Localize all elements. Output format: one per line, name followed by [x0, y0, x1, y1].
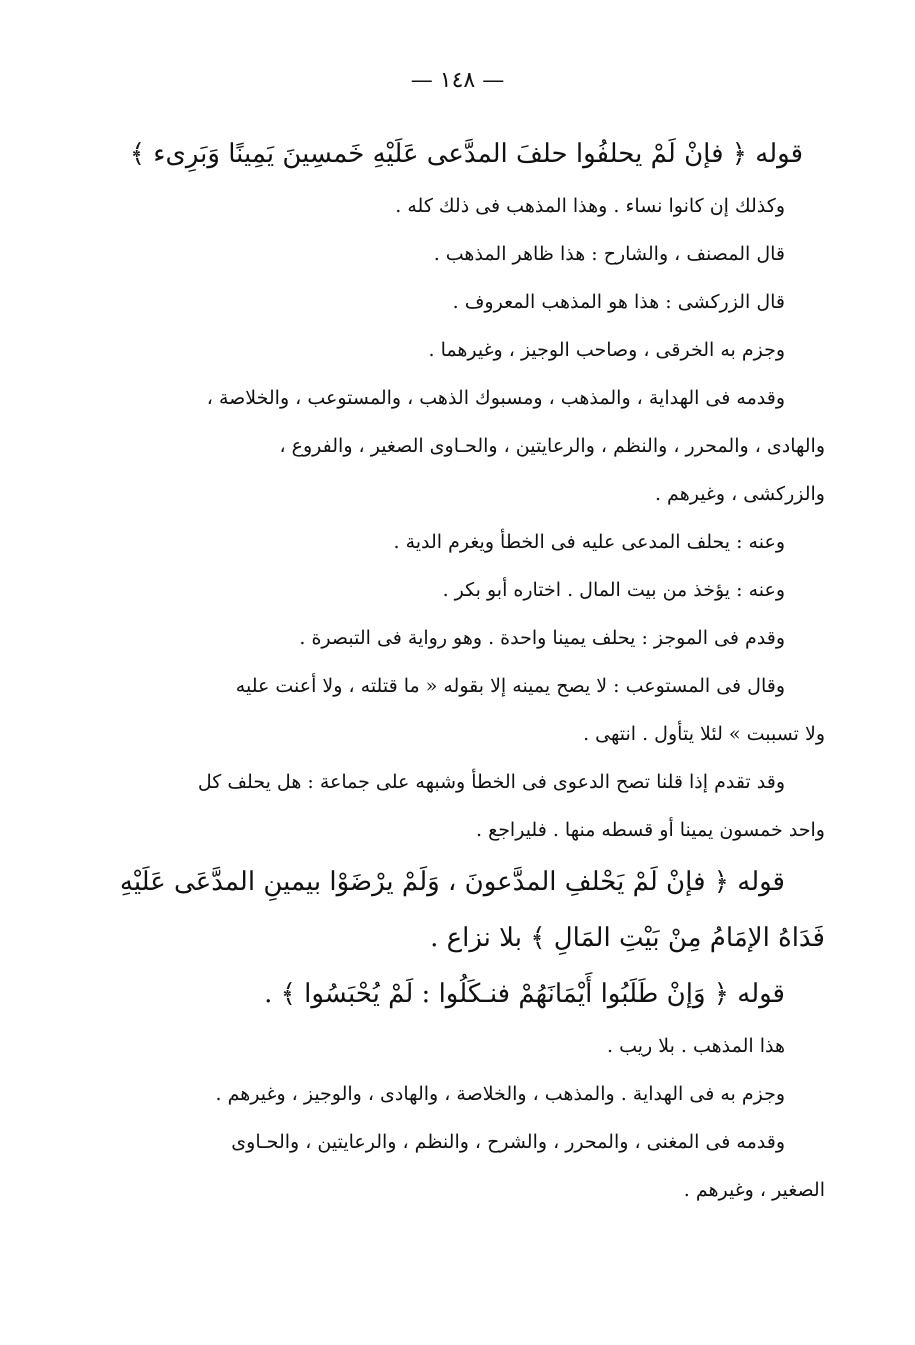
text-line: واحد خمسون يمينا أو قسطه منها . فليراجع .: [476, 819, 825, 841]
text-line: قال المصنف ، والشارح : هذا ظاهر المذهب .: [433, 243, 785, 265]
text-line: وجزم به الخرقى ، وصاحب الوجيز ، وغيرهما .: [428, 339, 785, 361]
text-line: الصغير ، وغيرهم .: [683, 1179, 825, 1201]
text-line: وعنه : يؤخذ من بيت المال . اختاره أبو بكر .: [442, 579, 785, 601]
verse-line: قوله ﴿ وَإنْ طَلَبُوا أَيْمَانَهُمْ فنـكَلُوا : لَمْ يُحْبَسُوا ﴾ .: [264, 979, 785, 1009]
verse-line: قوله ﴿ فإنْ لَمْ يحلفُوا حلفَ المدَّعى عَلَيْهِ خَمسِينَ يَمِينًا وَبَرِىء ﴾: [129, 139, 803, 169]
verse-line: فَدَاهُ الإمَامُ مِنْ بَيْتِ المَالِ ﴾ بلا نزاع .: [430, 923, 825, 953]
text-line: وكذلك إن كانوا نساء . وهذا المذهب فى ذلك كله .: [395, 195, 785, 217]
page-number: — ١٤٨ —: [410, 68, 505, 93]
text-line: وقدمه فى المغنى ، والمحرر ، والشرح ، والنظم ، والرعايتين ، والحـاوى: [231, 1131, 785, 1153]
text-line: هذا المذهب . بلا ريب .: [607, 1035, 785, 1057]
text-line: وقال فى المستوعب : لا يصح يمينه إلا بقوله « ما قتلته ، ولا أعنت عليه: [235, 675, 785, 697]
text-line: قال الزركشى : هذا هو المذهب المعروف .: [452, 291, 785, 313]
text-line: والزركشى ، وغيرهم .: [654, 483, 825, 505]
text-line: وجزم به فى الهداية . والمذهب ، والخلاصة ، والهادى ، والوجيز ، وغيرهم .: [215, 1083, 785, 1105]
text-line: وقدم فى الموجز : يحلف يمينا واحدة . وهو رواية فى التبصرة .: [299, 627, 785, 649]
text-line: ولا تسببت » لئلا يتأول . انتهى .: [583, 723, 825, 745]
text-line: وعنه : يحلف المدعى عليه فى الخطأ ويغرم الدية .: [393, 531, 785, 553]
text-line: وقدمه فى الهداية ، والمذهب ، ومسبوك الذهب ، والمستوعب ، والخلاصة ،: [206, 387, 785, 409]
text-line: والهادى ، والمحرر ، والنظم ، والرعايتين ، والحـاوى الصغير ، والفروع ،: [279, 435, 825, 457]
body-text: [105, 126, 825, 1214]
text-line: وقد تقدم إذا قلنا تصح الدعوى فى الخطأ وشبهه على جماعة : هل يحلف كل: [197, 771, 785, 793]
verse-line: قوله ﴿ فإنْ لَمْ يَحْلفِ المدَّعونَ ، وَلَمْ يرْضَوْا بيمينِ المدَّعَى عَلَيْهِ: [119, 867, 785, 897]
